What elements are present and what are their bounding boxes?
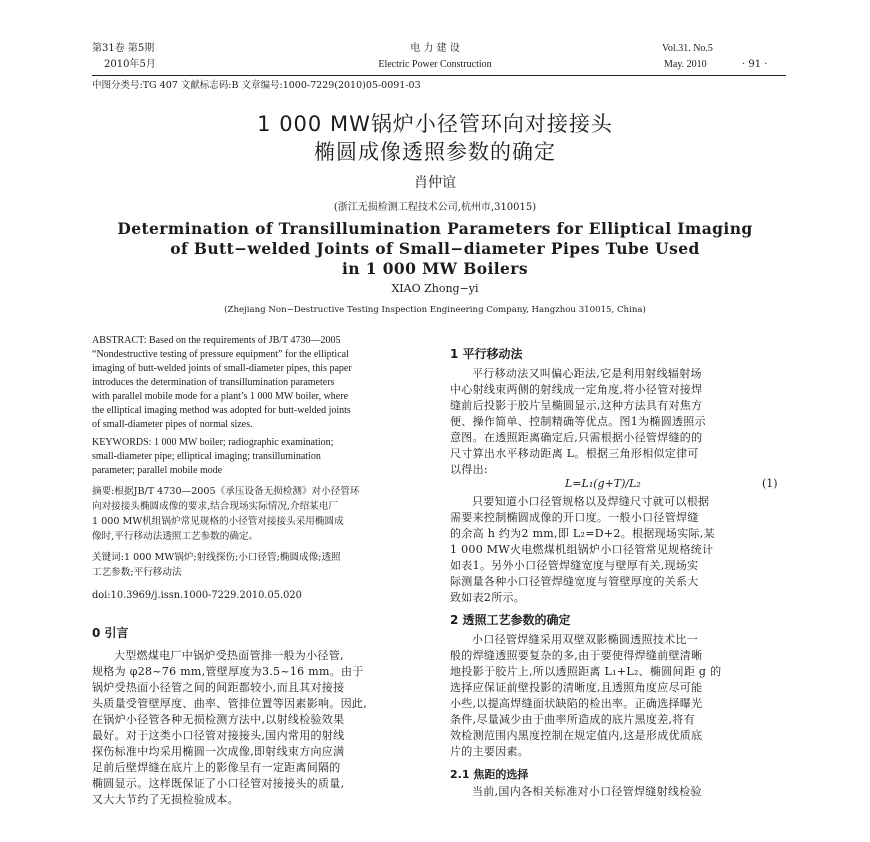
abstract-en-line: imaging of butt-welded joints of small-diameter pipes, this paper (92, 363, 352, 374)
body-line: 效检测范围内黑度控制在规定值内,这是形成优质底 (450, 729, 703, 742)
title-en-line3: in 1 000 MW Boilers (341, 259, 529, 278)
body-line: 1 000 MW火电燃煤机组锅炉小口径管常见规格统计 (450, 543, 714, 556)
body-line: 以得出: (450, 463, 488, 476)
classification-line: 中图分类号:TG 407 文献标志码:B 文章编号:1000-7229(2010)05-0091-03 (92, 80, 421, 91)
abstract-en-line: “Nondestructive testing of pressure equipment” for the elliptical (92, 349, 349, 360)
body-line: 小口径管焊缝采用双壁双影椭圆透照技术比一 (472, 633, 698, 646)
body-line: 尺寸算出水平移动距离 L。根据三角形相似定律可 (450, 447, 699, 460)
journal-title-cn: 电 力 建 设 (410, 43, 460, 54)
body-line: 椭圆显示。这样既保证了小口径管对接接头的质量, (92, 777, 345, 790)
abstract-cn (92, 484, 422, 544)
body-line: 的余高 h 约为2 mm,即 L₂=D+2。根据现场实际,某 (450, 527, 715, 540)
equation-1-number: (1) (762, 477, 778, 490)
abstract-en (92, 334, 422, 432)
body-line: 又大大节约了无损检验成本。 (92, 793, 239, 806)
body-line: 缝前后投影于胶片呈椭圆显示,这种方法具有对焦方 (450, 399, 703, 412)
section-2-body (450, 632, 786, 760)
body-line: 片的主要因素。 (450, 745, 530, 758)
body-line: 当前,国内各相关标准对小口径管焊缝射线检验 (472, 785, 702, 798)
abstract-en-line: ABSTRACT: Based on the requirements of JB/T 4730—2005 (92, 335, 341, 346)
header-issue: 第31卷 第5期 (92, 43, 155, 54)
author-en: XIAO Zhong−yi (391, 282, 479, 295)
author-cn: 肖仲谊 (414, 175, 456, 191)
body-line: 头质量受管壁厚度、曲率、管排位置等因素影响。因此, (92, 697, 367, 710)
body-line: 锅炉受热面小径管之间的间距都较小,而且其对接接 (92, 681, 345, 694)
title-cn-line1: 1 000 MW锅炉小径管环向对接接头 (257, 112, 613, 136)
title-en-line1: Determination of Transillumination Parameters for Elliptical Imaging (117, 219, 753, 238)
section-0-title: 0 引言 (92, 626, 129, 640)
keywords-cn-line: 关键词:1 000 MW锅炉;射线探伤;小口径管;椭圆成像;透照 (92, 552, 341, 563)
body-line: 大型燃煤电厂中锅炉受热面管排一般为小径管, (114, 649, 344, 662)
keywords-en (92, 436, 422, 478)
body-line: 需要来控制椭圆成像的开口度。一般小口径管焊缝 (450, 511, 699, 524)
keywords-cn-line: 工艺参数;平行移动法 (92, 567, 182, 578)
abstract-cn-line: 像时,平行移动法透照工艺参数的确定。 (92, 531, 259, 542)
keywords-en-line: small-diameter pipe; elliptical imaging; transillumination (92, 451, 321, 462)
body-line: 探伤标准中均采用椭圆一次成像,即射线束方向应满 (92, 745, 345, 758)
affiliation-cn: (浙江无损检测工程技术公司,杭州市,310015) (333, 202, 537, 213)
body-line: 致如表2所示。 (450, 591, 526, 604)
title-cn-line2: 椭圆成像透照参数的确定 (314, 140, 556, 164)
body-line: 规格为 φ28~76 mm,管壁厚度为3.5~16 mm。由于 (92, 665, 364, 678)
body-line: 际测量各种小口径管焊缝宽度与管壁厚度的关系大 (450, 575, 699, 588)
body-line: 小些,以提高焊缝面状缺陷的检出率。正确选择曝光 (450, 697, 703, 710)
body-line: 地投影于胶片上,所以透照距离 L₁+L₂、椭圆间距 g 的 (450, 665, 722, 678)
header-volume: Vol.31. No.5 (662, 43, 713, 54)
body-line: 足前后壁焊缝在底片上的影像呈有一定距离间隔的 (92, 761, 341, 774)
abstract-cn-line: 向对接接头椭圆成像的要求,结合现场实际情况,介绍某电厂 (92, 501, 338, 512)
header-month: May. 2010 (664, 59, 707, 70)
section-1-body-b (450, 494, 786, 606)
keywords-en-line: KEYWORDS: 1 000 MW boiler; radiographic examination; (92, 437, 334, 448)
body-line: 中心射线束两侧的射线成一定角度,将小径管对接焊 (450, 383, 703, 396)
section-2-title: 2 透照工艺参数的确定 (450, 613, 571, 627)
section-1-title: 1 平行移动法 (450, 347, 523, 361)
body-line: 在锅炉小径管各种无损检测方法中,以射线检验效果 (92, 713, 345, 726)
section-0-body (92, 648, 422, 808)
abstract-en-line: with parallel mobile mode for a plant’s 1 000 MW boiler, where (92, 391, 349, 402)
abstract-cn-line: 1 000 MW机组锅炉常见规格的小径管对接接头采用椭圆成 (92, 516, 344, 527)
page-number: · 91 · (742, 59, 768, 70)
section-2-1-body (450, 784, 786, 800)
abstract-cn-line: 摘要:根据JB/T 4730—2005《承压设备无损检测》对小径管环 (92, 486, 360, 497)
body-line: 意图。在透照距离确定后,只需根据小径管焊缝的的 (450, 431, 703, 444)
body-line: 选择应保证前壁投影的清晰度,且透照角度应尽可能 (450, 681, 703, 694)
journal-title-en: Electric Power Construction (378, 59, 492, 70)
body-line: 条件,尽量减少由于曲率所造成的底片黑度差,将有 (450, 713, 695, 726)
abstract-en-line: of small-diameter pipes of normal sizes. (92, 419, 253, 430)
section-2-1-title: 2.1 焦距的选择 (450, 768, 529, 781)
body-line: 平行移动法又叫偏心距法,它是利用射线辐射场 (472, 367, 702, 380)
abstract-en-line: introduces the determination of transillumination parameters (92, 377, 335, 388)
header-date: 2010年5月 (104, 59, 156, 70)
body-line: 便、操作简单、控制精确等优点。图1为椭圆透照示 (450, 415, 706, 428)
body-line: 般的焊缝透照要复杂的多,由于要使得焊缝前壁清晰 (450, 649, 703, 662)
keywords-en-line: parameter; parallel mobile mode (92, 465, 223, 476)
abstract-en-line: the elliptical imaging method was adopted for butt-welded joints (92, 405, 351, 416)
doi: doi:10.3969/j.issn.1000-7229.2010.05.020 (92, 590, 302, 601)
title-en-line2: of Butt−welded Joints of Small−diameter Pipes Tube Used (170, 239, 700, 258)
equation-1: L=L₁(g+T)/L₂ (565, 477, 641, 490)
section-1-body-a (450, 366, 786, 478)
body-line: 只要知道小口径管规格以及焊缝尺寸就可以根据 (472, 495, 710, 508)
keywords-cn (92, 550, 422, 580)
body-line: 最好。对于这类小口径管对接接头,国内常用的射线 (92, 729, 345, 742)
body-line: 如表1。另外小口径管焊缝宽度与壁厚有关,现场实 (450, 559, 699, 572)
header-rule (92, 75, 786, 76)
affiliation-en: (Zhejiang Non−Destructive Testing Inspection Engineering Company, Hangzhou 310015, China) (224, 305, 646, 315)
